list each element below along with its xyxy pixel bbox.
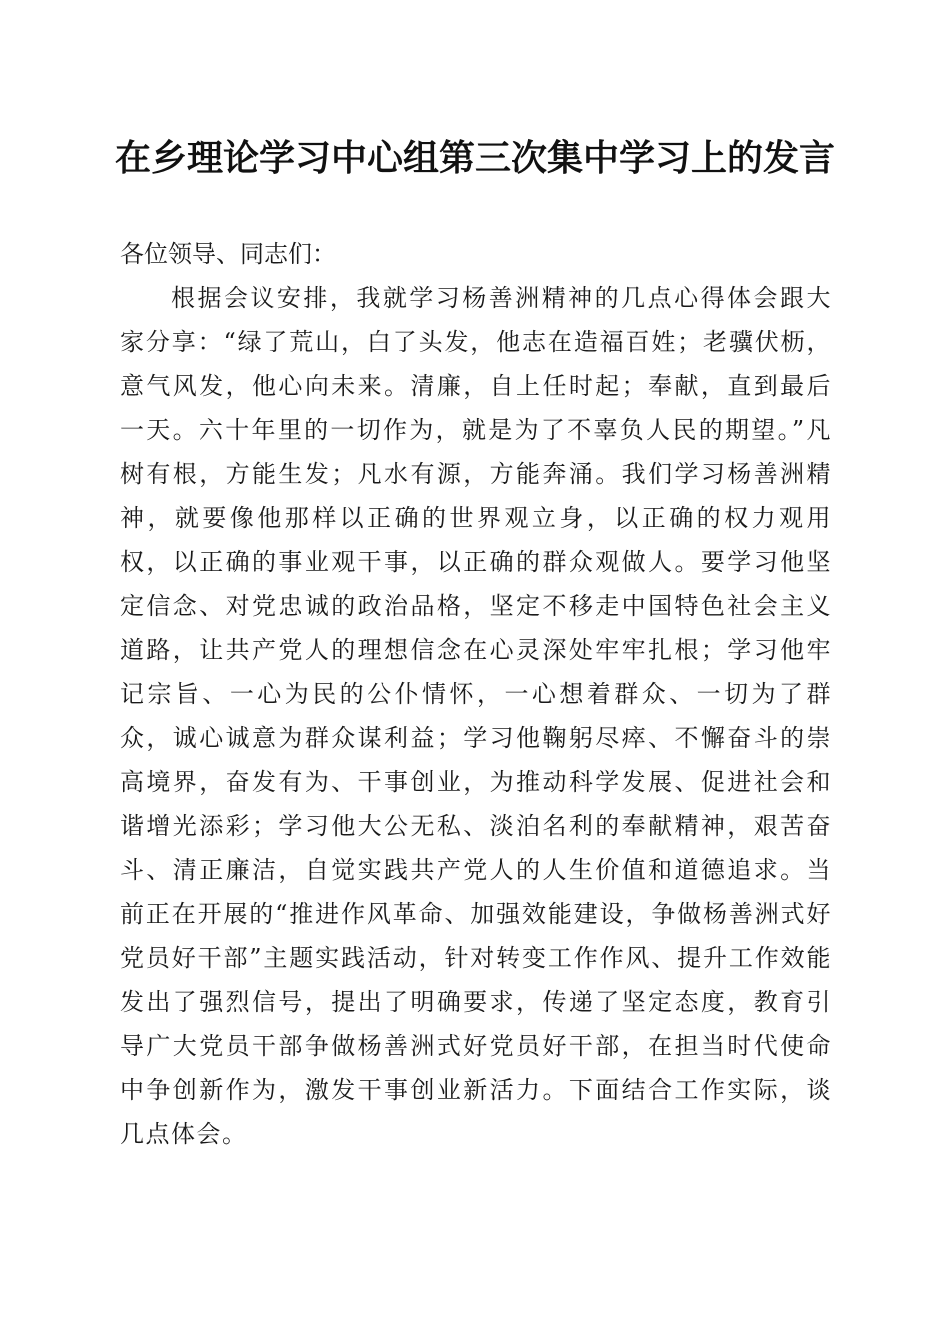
document-title: 在乡理论学习中心组第三次集中学习上的发言: [114, 137, 835, 179]
body-paragraph: 根据会议安排，我就学习杨善洲精神的几点心得体会跟大家分享：“绿了荒山，白了头发，他志在造福百姓；老骥伏枥，意气风发，他心向未来。清廉，自上任时起；奉献，直到最后一天。六十年里的一切作为，就是为了不辜负人民的期望。”凡树有根，方能生发；凡水有源，方能奔涌。我们学习杨善洲精神，就要像他那样以正确的世界观立身，以正确的权力观用权，以正确的事业观干事，以正确的群众观做人。要学习他坚定信念、对党忠诚的政治品格，坚定不移走中国特色社会主义道路，让共产党人的理想信念在心灵深处牢牢扎根；学习他牢记宗旨、一心为民的公仆情怀，一心想着群众、一切为了群众，诚心诚意为群众谋利益；学习他鞠躬尽瘁、不懈奋斗的崇高境界，奋发有为、干事创业，为推动科学发展、促进社会和谐增光添彩；学习他大公无私、淡泊名利的奉献精神，艰苦奋斗、清正廉洁，自觉实践共产党人的人生价值和道德追求。当前正在开展的“推进作风革命、加强效能建设，争做杨善洲式好党员好干部”主题实践活动，针对转变工作作风、提升工作效能发出了强烈信号，提出了明确要求，传递了坚定态度，教育引导广大党员干部争做杨善洲式好党员好干部，在担当时代使命中争创新作为，激发干事创业新活力。下面结合工作实际，谈几点体会。: [120, 284, 832, 1148]
salutation: 各位领导、同志们：: [120, 240, 336, 268]
